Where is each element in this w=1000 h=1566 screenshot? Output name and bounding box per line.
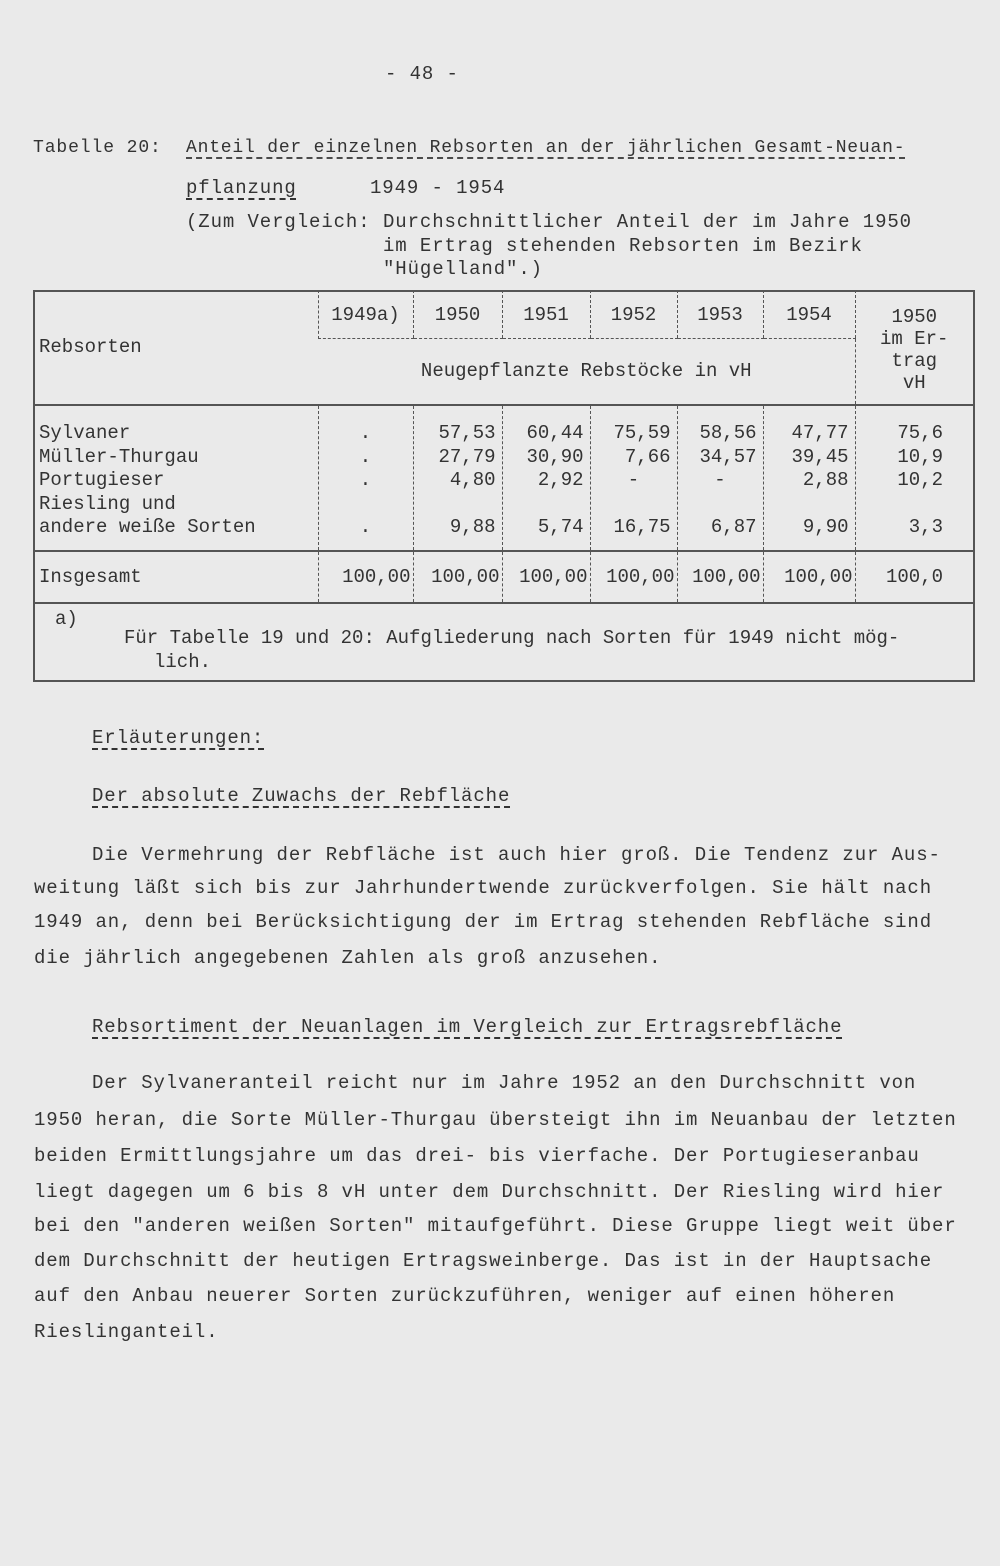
paragraph-line: beiden Ermittlungsjahre um das drei- bis vierfache. Der Portugieseranbau (34, 1145, 920, 1167)
table-label: Tabelle 20: (33, 138, 162, 158)
cell: 5,74 (537, 516, 584, 538)
page-number: - 48 - (385, 63, 459, 85)
cell: 2,92 (537, 469, 584, 491)
col-1949 (318, 405, 413, 551)
paragraph-line: 1950 heran, die Sorte Müller-Thurgau übersteigt ihn im Neuanbau der letzten (34, 1109, 957, 1131)
row-label: Müller-Thurgau (39, 445, 199, 468)
cell: 57,53 (438, 422, 496, 444)
cell: 100,00 (677, 551, 763, 603)
col-1952 (590, 405, 677, 551)
section1-heading: Der absolute Zuwachs der Rebfläche (92, 785, 511, 807)
paragraph-line: bei den "anderen weißen Sorten" mitaufgeführt. Diese Gruppe liegt weit über (34, 1215, 957, 1237)
total-label: Insgesamt (33, 551, 318, 603)
cell: 10,9 (897, 445, 943, 468)
data-table (33, 290, 973, 683)
row-label: Sylvaner (39, 422, 131, 444)
header-ertrag-line: im Er- (880, 328, 949, 350)
compare-label: (Zum Vergleich: (186, 211, 371, 233)
footnote-line: Für Tabelle 19 und 20: Aufgliederung nach Sorten für 1949 nicht mög- (124, 626, 900, 649)
cell: - (714, 469, 726, 491)
cell: 60,44 (526, 422, 584, 444)
cell: . (359, 422, 372, 444)
cell: 100,00 (590, 551, 677, 603)
paragraph-line: auf den Anbau neuerer Sorten zurückzuführen, weniger auf einen höheren (34, 1285, 896, 1307)
cell: 9,88 (449, 516, 496, 538)
col-1950 (413, 405, 502, 551)
header-year: 1949a) (318, 290, 413, 338)
total-row (33, 551, 973, 603)
header-year: 1950 (413, 290, 502, 338)
row-label: andere weiße Sorten (39, 516, 256, 538)
header-ertrag (855, 290, 973, 405)
cell: 100,00 (763, 551, 855, 603)
cell: 6,87 (710, 516, 757, 538)
section2-heading: Rebsortiment der Neuanlagen im Vergleich zur Ertragsrebfläche (92, 1016, 843, 1038)
cell: . (359, 445, 372, 468)
col-1953 (677, 405, 763, 551)
cell: - (627, 469, 640, 491)
paragraph-line: weitung läßt sich bis zur Jahrhundertwende zurückverfolgen. Sie hält nach (34, 877, 933, 899)
paragraph-line: liegt dagegen um 6 bis 8 vH unter dem Durchschnitt. Der Riesling wird hier (34, 1181, 945, 1203)
cell: 34,57 (699, 445, 757, 468)
cell: 75,6 (897, 422, 943, 444)
row-label: Riesling und (39, 492, 176, 515)
footnote (33, 603, 973, 683)
col-1951 (502, 405, 590, 551)
cell: 7,66 (624, 445, 671, 468)
header-subheader: Neugepflanzte Rebstöcke in vH (318, 338, 855, 405)
cell: 39,45 (791, 445, 849, 468)
footnote-line: lich. (154, 650, 212, 673)
cell: . (359, 516, 372, 538)
table-years: 1949 - 1954 (370, 177, 506, 199)
paragraph-line: 1949 an, denn bei Berücksichtigung der im Ertrag stehenden Rebfläche sind (34, 911, 933, 933)
cell: 27,79 (438, 445, 496, 468)
row-labels (33, 405, 318, 551)
cell: 16,75 (613, 516, 671, 538)
table-title-line2: pflanzung (186, 177, 297, 199)
header-ertrag-line: vH (902, 372, 926, 394)
compare-line2: im Ertrag stehenden Rebsorten im Bezirk (383, 235, 863, 257)
cell: 75,59 (613, 422, 671, 444)
header-year: 1951 (502, 290, 590, 338)
paragraph-line: Rieslinganteil. (34, 1321, 219, 1343)
table-title-line1: Anteil der einzelnen Rebsorten an der jährlichen Gesamt-Neuan- (186, 138, 906, 158)
paragraph-line: Die Vermehrung der Rebfläche ist auch hier groß. Die Tendenz zur Aus- (92, 844, 941, 866)
header-year: 1953 (677, 290, 763, 338)
header-year: 1952 (590, 290, 677, 338)
cell: 30,90 (526, 445, 584, 468)
cell: 9,90 (802, 516, 849, 538)
cell: 10,2 (897, 469, 943, 491)
compare-line3: "Hügelland".) (383, 258, 543, 280)
header-ertrag-line: trag (891, 350, 938, 372)
header-ertrag-line: 1950 (891, 306, 938, 328)
compare-line1: Durchschnittlicher Anteil der im Jahre 1950 (383, 211, 912, 233)
cell: 2,88 (802, 469, 849, 491)
footnote-mark: a) (55, 607, 78, 630)
row-label: Portugieser (39, 469, 165, 491)
header-rebsorten: Rebsorten (33, 290, 318, 405)
cell: . (359, 469, 372, 491)
paragraph-line: Der Sylvaneranteil reicht nur im Jahre 1952 an den Durchschnitt von (92, 1072, 917, 1094)
explanations-heading: Erläuterungen: (92, 727, 265, 749)
cell: 4,80 (449, 469, 496, 491)
cell: 100,00 (318, 551, 413, 603)
cell: 100,0 (855, 551, 973, 603)
paragraph-line: dem Durchschnitt der heutigen Ertragsweinberge. Das ist in der Hauptsache (34, 1250, 933, 1272)
cell: 100,00 (502, 551, 590, 603)
cell: 100,00 (413, 551, 502, 603)
cell: 47,77 (791, 422, 849, 444)
cell: 3,3 (908, 516, 943, 538)
col-ertrag (855, 405, 973, 551)
paragraph-line: die jährlich angegebenen Zahlen als groß anzusehen. (34, 947, 662, 969)
cell: 58,56 (699, 422, 757, 444)
col-1954 (763, 405, 855, 551)
header-year: 1954 (763, 290, 855, 338)
